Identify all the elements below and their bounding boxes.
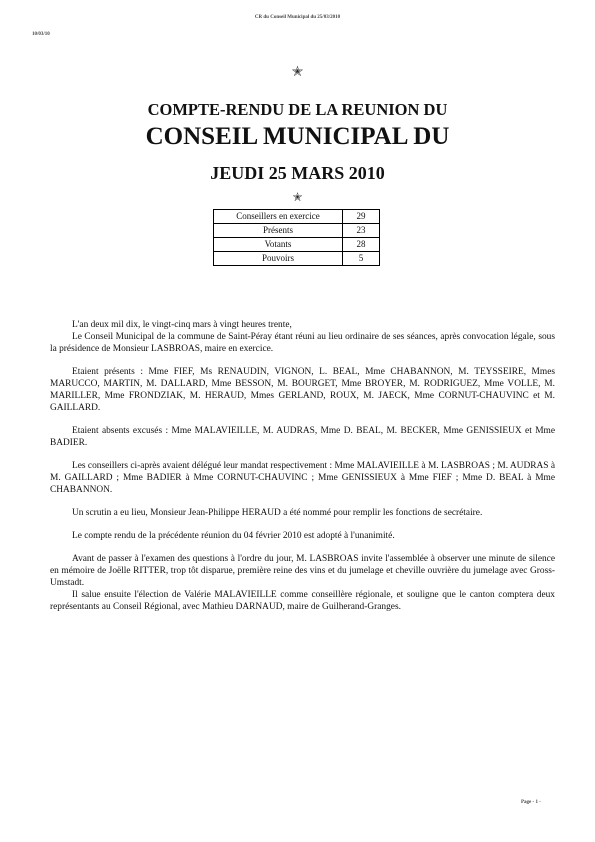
paragraph-convocation: Le Conseil Municipal de la commune de Saint-Péray étant réuni au lieu ordinaire de ses séances, après convocation légale, sous la présidence de Monsieur LASBROAS, maire en exercice. bbox=[50, 332, 555, 354]
paragraph-proxies: Les conseillers ci-après avaient délégué leur mandat respectivement : Mme MALAVIEILLE à M. LASBROAS ; M. AUDRAS à M. GAILLARD ; Mme BADIER à Mme CORNUT-CHAUVINC ; Mme GENISSIEUX à Mme FIEF ; Mme D. BEAL à Mme CHABANNON. bbox=[50, 461, 555, 495]
minutes-body bbox=[50, 319, 555, 624]
table-row bbox=[214, 224, 380, 238]
star-ornament-icon: ✭ bbox=[291, 65, 304, 80]
table-row bbox=[214, 210, 380, 224]
stat-label: Présents bbox=[214, 224, 343, 238]
title-line-2: CONSEIL MUNICIPAL DU bbox=[145, 123, 450, 150]
paragraph-regional-election: Il salue ensuite l'élection de Valérie MALAVIEILLE comme conseillère régionale, et souligne que le canton comptera deux représentants au Conseil Régional, avec Mathieu DARNAUD, maire de Guilherand-Granges. bbox=[50, 590, 555, 612]
paragraph-previous-minutes: Le compte rendu de la précédente réunion du 04 février 2010 est adopté à l'unanimité. bbox=[72, 531, 395, 541]
stat-label: Conseillers en exercice bbox=[214, 210, 343, 224]
running-header: CR du Conseil Municipal du 25/03/2010 bbox=[254, 15, 341, 20]
paragraph-secretary: Un scrutin a eu lieu, Monsieur Jean-Philippe HERAUD a été nommé pour remplir les fonctions de secrétaire. bbox=[72, 508, 483, 518]
paragraph-present: Etaient présents : Mme FIEF, Ms RENAUDIN, VIGNON, L. BEAL, Mme CHABANNON, M. TEYSSEIRE, Mmes MARUCCO, MARTIN, M. DALLARD, Mme BESSON, M. BOURGET, Mme BROYER, M. RODRIGUEZ, Mme VOLLE, M. MARILLER, Mme FRONDZIAK, M. HERAUD, Mmes GERLAND, ROUX, M. JAECK, Mme CORNUT-CHAUVINC et M. GAILLARD. bbox=[50, 367, 555, 413]
title-line-1: COMPTE-RENDU DE LA REUNION DU bbox=[147, 100, 448, 119]
stat-label: Pouvoirs bbox=[214, 252, 343, 266]
page-number: Page - 1 - bbox=[521, 800, 541, 805]
stat-value: 29 bbox=[343, 210, 380, 224]
paragraph-absent: Etaient absents excusés : Mme MALAVIEILLE, M. AUDRAS, Mme D. BEAL, M. BECKER, Mme GENISSIEUX et Mme BADIER. bbox=[50, 426, 555, 448]
document-reference: 10/03/10 bbox=[32, 32, 50, 37]
stat-value: 28 bbox=[343, 238, 380, 252]
table-row bbox=[214, 238, 380, 252]
table-row bbox=[214, 252, 380, 266]
stat-label: Votants bbox=[214, 238, 343, 252]
attendance-table bbox=[213, 209, 380, 266]
stat-value: 23 bbox=[343, 224, 380, 238]
star-ornament-icon: ✭ bbox=[292, 190, 303, 204]
stat-value: 5 bbox=[343, 252, 380, 266]
paragraph-minute-silence: Avant de passer à l'examen des questions à l'ordre du jour, M. LASBROAS invite l'assemblée à observer une minute de silence en mémoire de Joëlle RITTER, trop tôt disparue, première reine des vins et du jumelage et cheville ouvrière du jumelage avec Gross-Umstadt. bbox=[50, 554, 555, 588]
title-line-3: JEUDI 25 MARS 2010 bbox=[210, 163, 385, 183]
paragraph-opening: L'an deux mil dix, le vingt-cinq mars à vingt heures trente, bbox=[72, 320, 292, 330]
